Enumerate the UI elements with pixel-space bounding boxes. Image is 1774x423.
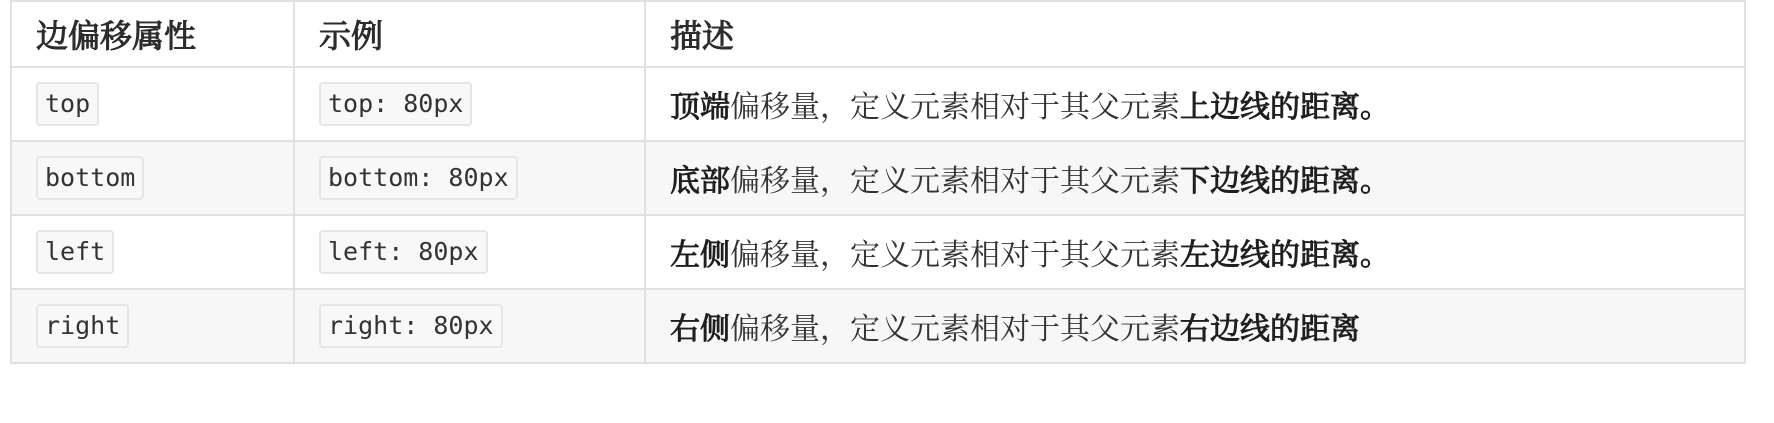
table-row-bottom: [11, 141, 1745, 215]
cell-description: [645, 215, 1745, 289]
desc-emphasis-start: 左侧: [670, 238, 730, 273]
header-property: 边偏移属性: [11, 1, 294, 67]
example-code: top: 80px: [319, 82, 472, 126]
example-code: right: 80px: [319, 304, 503, 348]
desc-emphasis-end: 左边线的距离: [1180, 238, 1360, 273]
header-description: 描述: [645, 1, 1745, 67]
cell-description: [645, 289, 1745, 363]
desc-text: 偏移量，定义元素相对于其父元素: [730, 238, 1180, 273]
desc-emphasis-end: 右边线的距离: [1180, 312, 1360, 347]
desc-emphasis-start: 底部: [670, 164, 730, 199]
desc-punctuation: 。: [1360, 90, 1390, 125]
table-row-top: [11, 67, 1745, 141]
desc-text: 偏移量，定义元素相对于其父元素: [730, 312, 1180, 347]
cell-example: [294, 141, 645, 215]
cell-example: [294, 215, 645, 289]
header-example: 示例: [294, 1, 645, 67]
desc-emphasis-start: 右侧: [670, 312, 730, 347]
cell-description: [645, 141, 1745, 215]
table-row-left: [11, 215, 1745, 289]
property-code: left: [36, 230, 114, 274]
table-body: [11, 67, 1745, 363]
example-code: left: 80px: [319, 230, 488, 274]
desc-emphasis-start: 顶端: [670, 90, 730, 125]
table-header: [11, 1, 1745, 67]
cell-property: [11, 67, 294, 141]
offset-properties-table: [10, 0, 1746, 364]
header-row: [11, 1, 1745, 67]
desc-text: 偏移量，定义元素相对于其父元素: [730, 164, 1180, 199]
desc-text: 偏移量，定义元素相对于其父元素: [730, 90, 1180, 125]
table-row-right: [11, 289, 1745, 363]
property-code: right: [36, 304, 129, 348]
cell-property: [11, 289, 294, 363]
property-code: top: [36, 82, 99, 126]
example-code: bottom: 80px: [319, 156, 518, 200]
property-code: bottom: [36, 156, 144, 200]
cell-property: [11, 215, 294, 289]
cell-example: [294, 67, 645, 141]
desc-emphasis-end: 上边线的距离: [1180, 90, 1360, 125]
desc-punctuation: 。: [1360, 238, 1390, 273]
cell-example: [294, 289, 645, 363]
cell-description: [645, 67, 1745, 141]
cell-property: [11, 141, 294, 215]
desc-emphasis-end: 下边线的距离: [1180, 164, 1360, 199]
desc-punctuation: 。: [1360, 164, 1390, 199]
